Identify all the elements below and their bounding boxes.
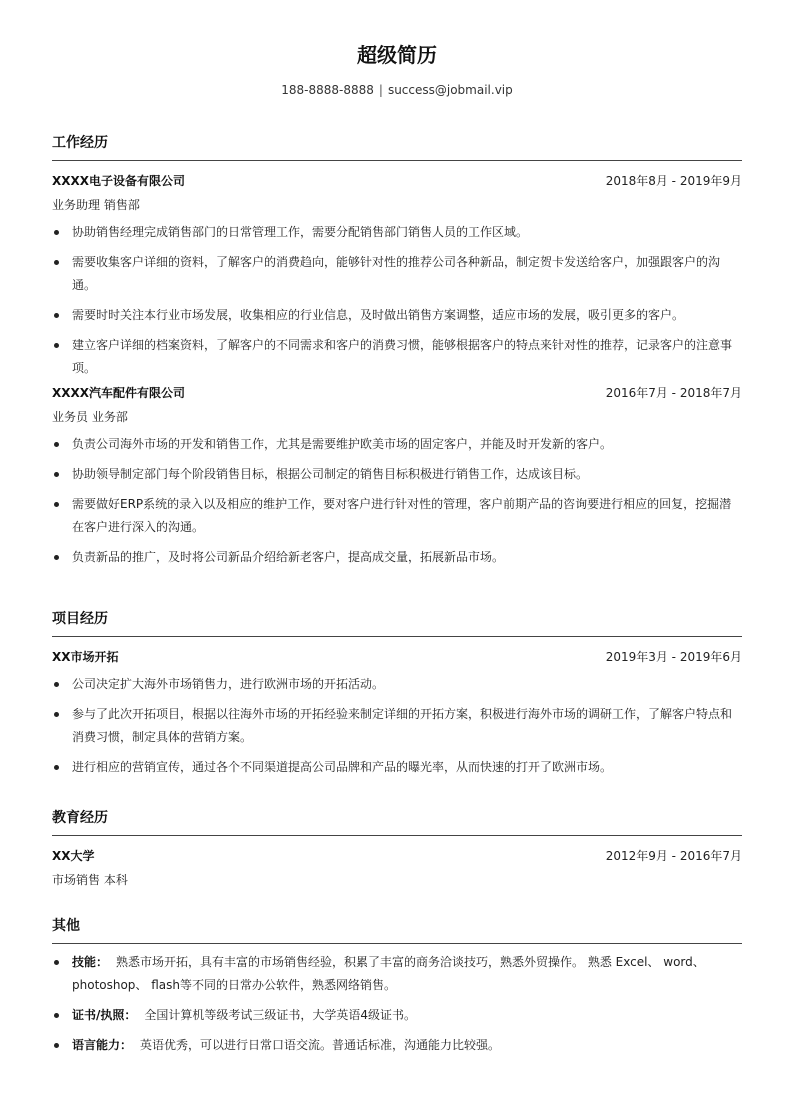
email-address: success@jobmail.vip xyxy=(387,83,513,97)
job-role: 业务员 业务部 xyxy=(52,410,128,424)
list-item: 需要做好ERP系统的录入以及相应的维护工作，要对客户进行针对性的管理，客户前期产品的咨询要进行相应的回复，挖掘潜在客户进行深入的沟通。 xyxy=(52,493,742,539)
resume-header xyxy=(0,0,794,98)
bullet-list xyxy=(52,433,742,569)
bullet-list xyxy=(52,673,742,779)
school-name: XX大学 xyxy=(52,849,95,863)
other-section xyxy=(52,916,742,1057)
section-title: 工作经历 xyxy=(52,133,742,161)
list-item xyxy=(52,1004,742,1027)
item-text: 全国计算机等级考试三级证书，大学英语4级证书。 xyxy=(144,1008,417,1022)
entry-date: 2018年8月 - 2019年9月 xyxy=(605,174,742,188)
bullet-list xyxy=(52,951,742,1057)
list-item: 公司决定扩大海外市场销售力，进行欧洲市场的开拓活动。 xyxy=(52,673,742,696)
item-label: 技能： xyxy=(72,955,109,969)
list-item xyxy=(52,951,742,997)
section-title: 教育经历 xyxy=(52,808,742,836)
list-item: 需要时时关注本行业市场发展，收集相应的行业信息，及时做出销售方案调整，适应市场的发展，吸引更多的客户。 xyxy=(52,304,742,327)
list-item: 进行相应的营销宣传，通过各个不同渠道提高公司品牌和产品的曝光率，从而快速的打开了欧洲市场。 xyxy=(52,756,742,779)
entry-date: 2019年3月 - 2019年6月 xyxy=(605,650,742,664)
project-name: XX市场开拓 xyxy=(52,650,119,664)
list-item: 负责新品的推广，及时将公司新品介绍给新老客户，提高成交量，拓展新品市场。 xyxy=(52,546,742,569)
section-title: 项目经历 xyxy=(52,609,742,637)
education-entry xyxy=(52,847,742,889)
entry-date: 2016年7月 - 2018年7月 xyxy=(605,386,742,400)
item-label: 证书/执照： xyxy=(72,1008,137,1022)
contact-separator: | xyxy=(378,83,383,97)
job-role: 业务助理 销售部 xyxy=(52,198,140,212)
entry-header xyxy=(52,847,742,865)
entry-header xyxy=(52,648,742,666)
major-degree: 市场销售 本科 xyxy=(52,873,128,887)
list-item: 需要收集客户详细的资料，了解客户的消费趋向，能够针对性的推荐公司各种新品，制定贺卡发送给客户，加强跟客户的沟通。 xyxy=(52,251,742,297)
item-label: 语言能力： xyxy=(72,1038,133,1052)
section-title: 其他 xyxy=(52,916,742,944)
list-item: 协助销售经理完成销售部门的日常管理工作，需要分配销售部门销售人员的工作区域。 xyxy=(52,221,742,244)
entry-header xyxy=(52,384,742,402)
project-entry xyxy=(52,648,742,779)
item-text: 英语优秀，可以进行日常口语交流。普通话标准，沟通能力比较强。 xyxy=(140,1038,501,1052)
phone-number: 188-8888-8888 xyxy=(281,83,374,97)
list-item: 协助领导制定部门每个阶段销售目标，根据公司制定的销售目标积极进行销售工作，达成该目标。 xyxy=(52,463,742,486)
list-item xyxy=(52,1034,742,1057)
list-item: 参与了此次开拓项目，根据以往海外市场的开拓经验来制定详细的开拓方案，积极进行海外市场的调研工作，了解客户特点和消费习惯，制定具体的营销方案。 xyxy=(52,703,742,749)
project-experience-section xyxy=(52,609,742,779)
resume-name: 超级简历 xyxy=(357,43,437,67)
entry-header xyxy=(52,172,742,190)
work-entry xyxy=(52,384,742,569)
company-name: XXXX汽车配件有限公司 xyxy=(52,386,186,400)
work-entry xyxy=(52,172,742,380)
work-experience-section xyxy=(52,133,742,569)
item-text: 熟悉市场开拓，具有丰富的市场销售经验，积累了丰富的商务洽谈技巧，熟悉外贸操作。 熟悉 Excel、 word、 photoshop、 flash等不同的日常办公软件，熟悉网络销售。 xyxy=(72,955,705,992)
entry-date: 2012年9月 - 2016年7月 xyxy=(605,849,742,863)
list-item: 建立客户详细的档案资料，了解客户的不同需求和客户的消费习惯，能够根据客户的特点来针对性的推荐，记录客户的注意事项。 xyxy=(52,334,742,380)
education-section xyxy=(52,808,742,889)
company-name: XXXX电子设备有限公司 xyxy=(52,174,186,188)
contact-line xyxy=(0,82,794,98)
list-item: 负责公司海外市场的开发和销售工作，尤其是需要维护欧美市场的固定客户，并能及时开发新的客户。 xyxy=(52,433,742,456)
bullet-list xyxy=(52,221,742,380)
